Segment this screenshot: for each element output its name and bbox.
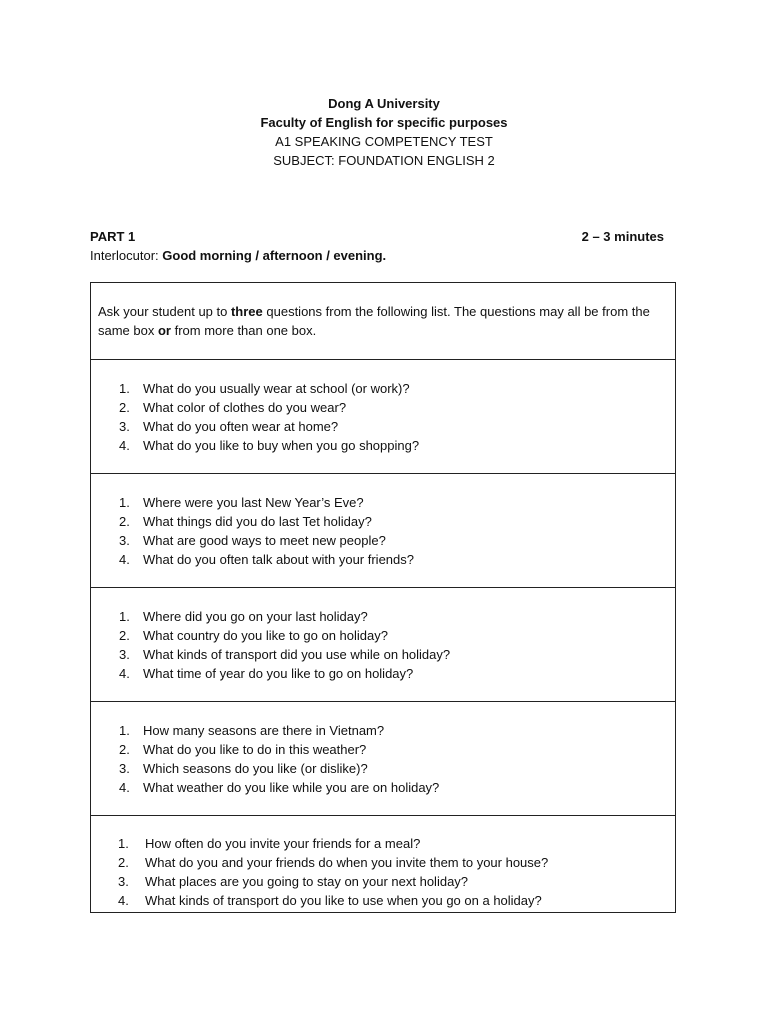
question-text: How often do you invite your friends for a meal?: [145, 836, 421, 851]
question-number: 2.: [118, 855, 129, 870]
question-number: 4.: [118, 893, 129, 908]
question-text: What time of year do you like to go on holiday?: [143, 666, 414, 681]
question-text: What country do you like to go on holiday?: [143, 628, 388, 643]
question-item: [91, 853, 675, 872]
question-item: [91, 778, 675, 797]
question-number: 3.: [119, 419, 130, 434]
part-title: PART 1: [90, 229, 136, 244]
question-number: 4.: [119, 780, 130, 795]
question-box-5: [91, 816, 675, 912]
question-text: What kinds of transport do you like to use when you go on a holiday?: [145, 893, 542, 908]
question-item: [91, 379, 675, 398]
question-number: 4.: [119, 438, 130, 453]
instructions-post: from more than one box.: [170, 323, 317, 338]
instructions-or: or: [157, 323, 171, 338]
question-number: 1.: [119, 609, 130, 624]
instructions-pre: Ask your student up to: [98, 304, 231, 319]
question-text: Which seasons do you like (or dislike)?: [143, 761, 368, 776]
part-heading-row: [90, 227, 664, 246]
question-text: What do you often talk about with your friends?: [143, 552, 414, 567]
question-item: [91, 531, 675, 550]
question-item: [91, 891, 675, 910]
interlocutor-greeting: Good morning / afternoon / evening.: [162, 248, 387, 263]
document-header: [0, 94, 768, 170]
question-box-1: [91, 360, 675, 474]
question-item: [91, 872, 675, 891]
question-text: What do you usually wear at school (or work)?: [143, 381, 410, 396]
question-item: [91, 759, 675, 778]
question-item: [91, 626, 675, 645]
question-number: 3.: [119, 647, 130, 662]
question-text: What color of clothes do you wear?: [143, 400, 347, 415]
instructions-cell: [91, 283, 675, 360]
question-text: What places are you going to stay on your next holiday?: [145, 874, 469, 889]
question-number: 3.: [119, 761, 130, 776]
question-text: Where did you go on your last holiday?: [143, 609, 368, 624]
instructions-emphasis: three: [230, 304, 263, 319]
faculty-name: Faculty of English for specific purposes: [260, 115, 508, 130]
question-number: 1.: [119, 723, 130, 738]
question-text: What are good ways to meet new people?: [143, 533, 386, 548]
question-text: What do you like to buy when you go shopping?: [143, 438, 420, 453]
question-item: [91, 721, 675, 740]
part-time: 2 – 3 minutes: [581, 229, 664, 244]
question-item: [91, 398, 675, 417]
question-text: How many seasons are there in Vietnam?: [143, 723, 385, 738]
interlocutor-line: [90, 246, 386, 265]
question-box-4: [91, 702, 675, 816]
question-item: [91, 607, 675, 626]
question-item: [91, 417, 675, 436]
university-name: Dong A University: [328, 96, 440, 111]
question-text: What weather do you like while you are on holiday?: [143, 780, 440, 795]
question-item: [91, 436, 675, 455]
test-name: A1 SPEAKING COMPETENCY TEST: [275, 134, 493, 149]
question-number: 1.: [119, 381, 130, 396]
question-number: 2.: [119, 514, 130, 529]
question-number: 4.: [119, 666, 130, 681]
question-number: 2.: [119, 628, 130, 643]
instructions-mid: questions from the following list. The questions may all be from the same box: [98, 304, 650, 338]
question-number: 3.: [119, 533, 130, 548]
interlocutor-label: Interlocutor:: [90, 248, 163, 263]
question-item: [91, 664, 675, 683]
question-text: What do you often wear at home?: [143, 419, 339, 434]
question-number: 2.: [119, 742, 130, 757]
question-item: [91, 512, 675, 531]
question-text: What things did you do last Tet holiday?: [143, 514, 372, 529]
question-text: Where were you last New Year’s Eve?: [143, 495, 364, 510]
question-item: [91, 493, 675, 512]
question-item: [91, 740, 675, 759]
question-number: 2.: [119, 400, 130, 415]
question-text: What kinds of transport did you use while on holiday?: [143, 647, 451, 662]
question-number: 1.: [119, 495, 130, 510]
question-text: What do you like to do in this weather?: [143, 742, 367, 757]
question-item: [91, 834, 675, 853]
question-table: [90, 282, 676, 913]
question-item: [91, 645, 675, 664]
question-number: 1.: [118, 836, 129, 851]
question-item: [91, 550, 675, 569]
question-box-3: [91, 588, 675, 702]
question-box-2: [91, 474, 675, 588]
question-number: 3.: [118, 874, 129, 889]
question-number: 4.: [119, 552, 130, 567]
subject-name: SUBJECT: FOUNDATION ENGLISH 2: [273, 153, 495, 168]
question-text: What do you and your friends do when you invite them to your house?: [145, 855, 549, 870]
